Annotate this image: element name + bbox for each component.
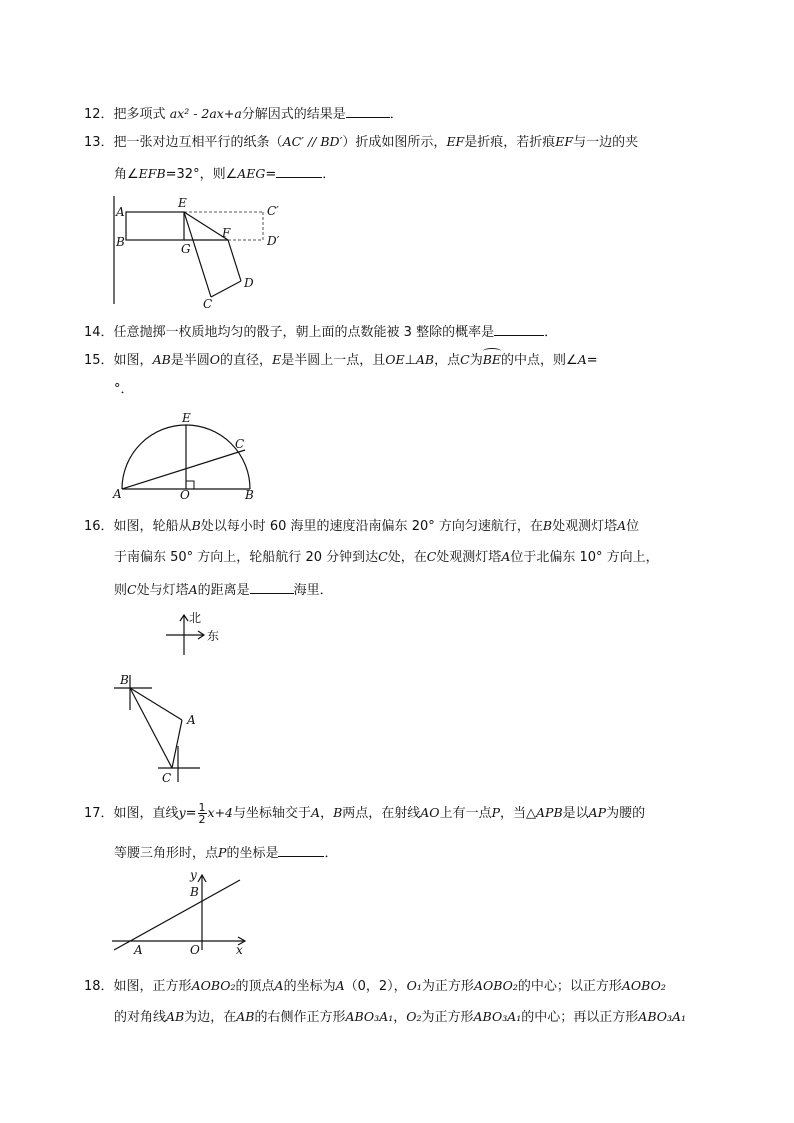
q16-text-1b: 处以每小时 60 海里的速度沿南偏东 20° 方向匀速航行，在 [200,519,543,534]
answer-blank [276,164,322,178]
label-f: F [222,226,231,240]
point-b: B [191,518,201,533]
folded-edge-cd [211,281,241,297]
point-a: A [311,805,321,820]
sightline-ca [172,720,182,768]
segment-ab-2: AB [415,352,435,367]
question-14 [84,322,557,342]
q13-text-6: =32°，则∠ [165,167,238,182]
arc-be: BE [482,352,502,367]
point-a-3: A [188,582,198,597]
angle-efb: EFB [138,166,166,181]
triangle-apb: APB [536,805,563,820]
answer-blank [250,580,294,594]
q15-text-8: 的中点，则∠ [501,353,578,368]
label-o: O [190,943,200,957]
q17-end: ． [324,846,338,861]
q18-text-2a: 的对角线 [114,1010,167,1025]
q13-end: ． [322,167,336,182]
parallel-condition: AC′ // BD′ [282,134,343,149]
q16-text-1d: 位 [626,519,640,534]
question-16-line-2 [114,548,659,567]
question-number: 18． [84,979,114,994]
q18-text-1e: 为正方形 [421,979,474,994]
q17-text-6: ，当△ [500,806,536,821]
q16-text-3d: 海里． [293,583,333,598]
label-b: B [116,235,125,249]
q17-text-5: 上有一点 [439,806,492,821]
q18-text-2f: 的中心；再以正方形 [521,1010,639,1025]
label-c: C [235,437,245,451]
compass-north-label: 北 [189,611,202,625]
fraction-numerator: 1 [198,801,206,814]
q18-text-1a: 如图，正方形 [113,979,192,994]
label-x: x [236,943,243,957]
polynomial: ax² - 2ax+a [169,106,242,121]
question-13-line-2 [114,164,335,184]
question-17-line-1 [84,800,645,827]
q18-text-1f: 的中心；以正方形 [517,979,622,994]
label-d-prime: D′ [267,234,280,248]
question-number: 12． [84,107,114,122]
q16-text-1a: 如图，轮船从 [113,519,192,534]
square-abo3a1-3: ABO₃A₁ [638,1009,687,1024]
q17-coordinate-figure [108,866,258,956]
angle-a: A [577,352,587,367]
label-a: A [116,205,125,219]
q15-text-7: 为 [469,353,483,368]
question-number: 13． [84,135,114,150]
fraction-one-half [198,802,207,825]
label-b: B [245,488,254,502]
q13-text-3: 是折痕，若折痕 [464,135,556,150]
label-c-prime: C′ [267,204,279,218]
q15-degree-end: °． [114,382,134,397]
q17-text-2b: 的坐标是 [226,846,279,861]
q14-end: ． [544,325,558,340]
q15-text-1: 如图， [113,353,153,368]
point-a: A [274,978,284,993]
label-a: A [187,713,196,727]
q15-text-6: ，点 [434,353,461,368]
perpendicular-sign: ⊥ [404,353,416,368]
q13-text-7: = [265,167,277,182]
q16-text-3c: 的距离是 [197,583,250,598]
label-o: O [180,488,190,502]
q17-text-1: 如图，直线 [113,806,179,821]
answer-blank [346,104,390,118]
q16-text-2b: 处，在 [387,550,427,565]
question-number: 17． [84,806,114,821]
q13-text-5: 角∠ [114,167,139,182]
segment-ab: AB [152,352,171,367]
q17-text-7: 是以 [562,806,589,821]
label-b: B [120,673,129,687]
comma: ， [320,806,334,821]
q16-text-2a: 于南偏东 50° 方向上，轮船航行 20 分钟到达 [114,550,379,565]
segment-oe: OE [385,352,405,367]
square-abo3a1: ABO₃A₁ [345,1009,394,1024]
point-a-2: A [335,978,345,993]
q14-text: 任意抛掷一枚质地均匀的骰子，朝上面的点数能被 3 整除的概率是 [113,325,495,340]
question-13-line-1 [84,133,638,152]
q15-text-2: 是半圆 [170,353,210,368]
q18-text-2e: 为正方形 [421,1010,474,1025]
q17-text-2a: 等腰三角形时，点 [114,846,219,861]
q18-text-2b: 为边，在 [184,1010,237,1025]
folded-edge-fd [228,240,241,281]
square-aobo2-3: AOBO₂ [621,978,666,993]
crease-ef-2: EF [555,134,574,149]
label-a: A [134,943,143,957]
q16-text-3a: 则 [114,583,128,598]
point-b-2: B [542,518,553,533]
var-y: y [178,805,186,820]
ray-ao: AO [420,805,440,820]
point-o1: O₁ [406,978,422,993]
label-b: B [190,885,199,899]
q17-text-3: 与坐标轴交于 [233,806,312,821]
q12-text-2: 分解因式的结果是 [241,107,346,122]
label-y: y [190,868,197,882]
diagonal-ab-2: AB [236,1009,255,1024]
angle-aeg: AEG [237,166,266,181]
label-g: G [181,242,191,256]
point-e: E [272,352,282,367]
q18-text-2c: 的右侧作正方形 [254,1010,346,1025]
question-number: 16． [84,519,114,534]
point-p: P [491,805,500,820]
question-12 [84,104,403,124]
point-o2: O₂ [406,1009,422,1024]
point-c-3: C [127,582,137,597]
segment-ap: AP [588,805,607,820]
square-aobo2: AOBO₂ [191,978,236,993]
label-c: C [203,297,213,311]
strip-rect [126,212,184,240]
q13-text-4: 与一边的夹 [573,135,639,150]
label-e: E [182,411,191,425]
q18-text-1b: 的顶点 [235,979,275,994]
label-a: A [113,487,122,501]
fraction-denominator: 2 [198,813,206,826]
q13-text-1: 把一张对边互相平行的纸条（ [113,135,283,150]
compass-figure [160,608,230,658]
point-o: O [209,352,221,367]
q18-text-2d: ， [393,1010,407,1025]
point-p-2: P [218,845,227,860]
q16-text-2c: 处观测灯塔 [436,550,502,565]
question-number: 15． [84,353,114,368]
label-c: C [162,771,172,785]
label-e: E [178,196,187,210]
question-16-line-3 [114,580,333,600]
q17-text-8: 为腰的 [606,806,646,821]
q12-text-1: 把多项式 [113,107,166,122]
answer-blank [494,322,544,336]
path-bc [130,688,172,768]
q16-text-2d: 位于北偏东 10° 方向上， [510,550,659,565]
crease-ef: EF [446,134,465,149]
answer-blank [278,843,324,857]
point-c: C [460,352,470,367]
q16-text-1c: 处观测灯塔 [552,519,618,534]
q16-ship-lighthouse-figure [110,670,220,790]
diagonal-ab: AB [166,1009,185,1024]
point-c: C [378,549,388,564]
q13-folded-strip-figure [108,190,298,310]
q15-semicircle-figure [112,410,262,502]
question-15-line-2 [114,381,134,399]
label-d: D [244,276,254,290]
point-a: A [617,518,627,533]
q18-text-1d: （0，2）， [344,979,407,994]
q15-text-4: 是半圆上一点，且 [281,353,386,368]
q13-text-2: ）折成如图所示， [342,135,447,150]
question-18-line-1 [84,977,666,996]
point-b: B [333,805,343,820]
point-c-2: C [426,549,437,564]
q12-end: ． [389,107,403,122]
question-number: 14． [84,325,114,340]
square-aobo2-2: AOBO₂ [473,978,518,993]
square-abo3a1-2: ABO₃A₁ [473,1009,522,1024]
linear-term: x+4 [207,805,234,820]
point-a-2: A [501,549,511,564]
line-ab [114,880,240,950]
compass-east-label: 东 [207,629,220,643]
q15-text-3: 的直径， [220,353,273,368]
q15-text-9: = [586,353,598,368]
equals-sign: = [185,806,197,821]
question-16-line-1 [84,517,639,536]
question-17-line-2 [114,843,337,863]
q16-text-3b: 处与灯塔 [136,583,189,598]
q18-text-1c: 的坐标为 [283,979,336,994]
q17-text-4: 两点，在射线 [342,806,421,821]
chord-ac [122,450,245,489]
question-15-line-1 [84,351,598,370]
question-18-line-2 [114,1008,686,1027]
